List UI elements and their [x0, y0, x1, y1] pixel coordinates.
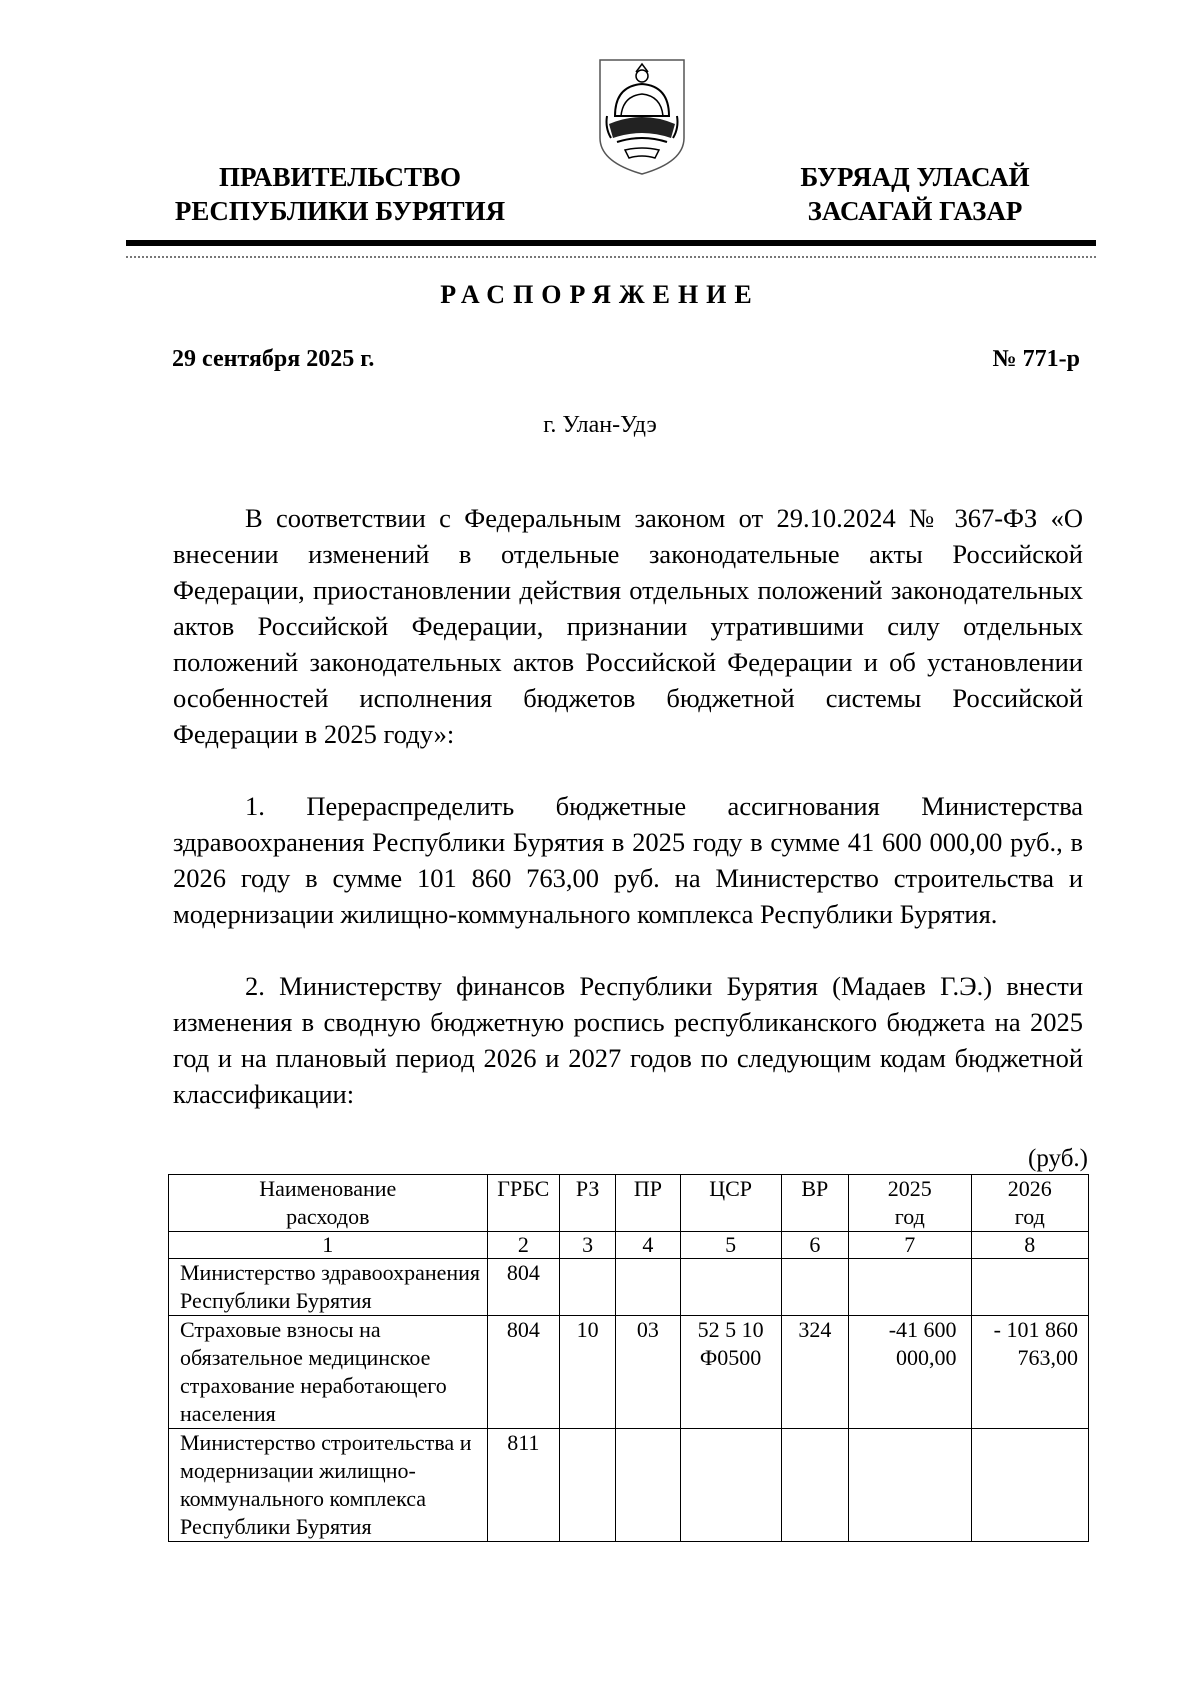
index-cell: 5	[680, 1232, 781, 1259]
index-cell: 6	[781, 1232, 848, 1259]
table-unit-label: (руб.)	[1028, 1145, 1088, 1172]
row-rz	[560, 1259, 616, 1316]
header-left-line2: РЕСПУБЛИКИ БУРЯТИЯ	[174, 196, 506, 226]
document-city: г. Улан-Удэ	[543, 412, 657, 438]
row-csr	[680, 1259, 781, 1316]
row-pr	[616, 1259, 680, 1316]
header-vr: ВР	[781, 1175, 848, 1232]
table-row	[169, 1316, 1089, 1429]
table-index-row	[169, 1232, 1089, 1259]
document-date: 29 сентября 2025 г.	[172, 346, 375, 372]
header-rz: РЗ	[560, 1175, 616, 1232]
index-cell: 8	[971, 1232, 1088, 1259]
index-cell: 2	[487, 1232, 559, 1259]
document-title: РАСПОРЯЖЕНИЕ	[440, 280, 760, 309]
header-2025: 2025 год	[849, 1175, 972, 1232]
header-left-line1: ПРАВИТЕЛЬСТВО	[218, 162, 462, 192]
index-cell: 1	[169, 1232, 488, 1259]
preamble-paragraph: В соответствии с Федеральным законом от 29.10.2024 № 367-ФЗ «О внесении изменений в отдельные законодательные акты Российской Федерации, приостановлении действия отдельных положений законодательных актов Российской Федерации, признании утратившими силу отдельных положений законодательных актов Российской Федерации и об установлении особенностей исполнения бюджетов бюджетной системы Российской Федерации в 2025 году»:	[173, 503, 1083, 749]
document-number: № 771-р	[992, 346, 1080, 372]
row-csr: 52 5 10 Ф0500	[680, 1316, 781, 1429]
header-divider-thin	[126, 256, 1096, 258]
item-1-paragraph: 1. Перераспределить бюджетные ассигнования Министерства здравоохранения Республики Бурятия в 2025 году в сумме 41 600 000,00 руб., в 2026 году в сумме 101 860 763,00 руб. на Министерство строительства и модернизации жилищно-коммунального комплекса Республики Бурятия.	[173, 791, 1083, 929]
row-csr	[680, 1429, 781, 1542]
coat-of-arms-icon	[597, 58, 687, 176]
header-csr: ЦСР	[680, 1175, 781, 1232]
header-pr: ПР	[616, 1175, 680, 1232]
row-grbs: 804	[487, 1316, 559, 1429]
row-2025: -41 600 000,00	[849, 1316, 972, 1429]
row-rz	[560, 1429, 616, 1542]
header-grbs: ГРБС	[487, 1175, 559, 1232]
row-2025	[849, 1429, 972, 1542]
government-name-bua	[760, 160, 1070, 228]
header-right-line2: ЗАСАГАЙ ГАЗАР	[807, 196, 1023, 226]
row-vr	[781, 1429, 848, 1542]
government-name-ru	[160, 160, 520, 228]
row-grbs: 811	[487, 1429, 559, 1542]
row-name: Министерство здравоохранения Республики Бурятия	[169, 1259, 488, 1316]
table-row	[169, 1429, 1089, 1542]
row-vr	[781, 1259, 848, 1316]
budget-table	[168, 1174, 1089, 1542]
row-name: Министерство строительства и модернизации жилищно-коммунального комплекса Республики Бурятия	[169, 1429, 488, 1542]
row-2026: - 101 860 763,00	[971, 1316, 1088, 1429]
row-2025	[849, 1259, 972, 1316]
index-cell: 3	[560, 1232, 616, 1259]
header-right-line1: БУРЯАД УЛАСАЙ	[800, 162, 1030, 192]
row-rz: 10	[560, 1316, 616, 1429]
row-vr: 324	[781, 1316, 848, 1429]
item-2-paragraph: 2. Министерству финансов Республики Бурятия (Мадаев Г.Э.) внести изменения в сводную бюджетную роспись республиканского бюджета на 2025 год и на плановый период 2026 и 2027 годов по следующим кодам бюджетной классификации:	[173, 971, 1083, 1109]
row-pr: 03	[616, 1316, 680, 1429]
header-name: Наименование расходов	[169, 1175, 488, 1232]
index-cell: 7	[849, 1232, 972, 1259]
table-row	[169, 1259, 1089, 1316]
table-header-row	[169, 1175, 1089, 1232]
row-2026	[971, 1259, 1088, 1316]
row-grbs: 804	[487, 1259, 559, 1316]
header-2026: 2026 год	[971, 1175, 1088, 1232]
index-cell: 4	[616, 1232, 680, 1259]
row-pr	[616, 1429, 680, 1542]
row-2026	[971, 1429, 1088, 1542]
header-divider-thick	[126, 240, 1096, 246]
row-name: Страховые взносы на обязательное медицинское страхование неработающего населения	[169, 1316, 488, 1429]
